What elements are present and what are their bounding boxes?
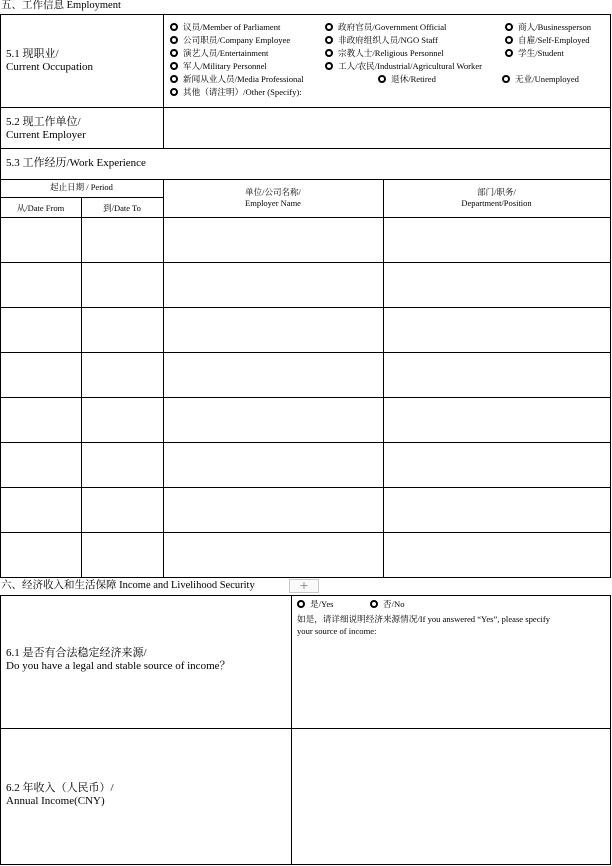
radio-button[interactable]: [325, 36, 333, 44]
annual-income-label-cn: 6.2 年收入（人民币）/: [6, 782, 114, 794]
option-label: 演艺人员/Entertainment: [183, 48, 269, 58]
date-from-cell[interactable]: [1, 443, 81, 487]
department-position-cell[interactable]: [384, 263, 610, 307]
option-label: 是/Yes: [310, 599, 334, 609]
department-position-cell[interactable]: [384, 353, 610, 397]
option-no[interactable]: [370, 599, 405, 610]
employer-name-cell[interactable]: [164, 488, 383, 532]
option-label: 否/No: [383, 599, 405, 609]
annual-income-label-en: Annual Income(CNY): [6, 795, 105, 807]
date-from-cell[interactable]: [1, 398, 81, 442]
date-to-cell[interactable]: [82, 443, 163, 487]
income-source-label-en: Do you have a legal and stable source of income？: [6, 660, 231, 672]
date-to-cell[interactable]: [82, 263, 163, 307]
section-5-title: 五、工作信息 Employment: [1, 0, 121, 11]
option-unemployed[interactable]: [502, 74, 579, 85]
employer-name-cell[interactable]: [164, 443, 383, 487]
option-industrial-agricultural-worker[interactable]: [325, 61, 482, 72]
option-label: 非政府组织人员/NGO Staff: [338, 35, 438, 45]
option-label: 退休/Retired: [391, 74, 436, 84]
option-self-employed[interactable]: [505, 35, 590, 46]
table-border: [0, 595, 1, 865]
date-from-cell[interactable]: [1, 308, 81, 352]
annual-income-field[interactable]: [292, 729, 610, 864]
income-source-field[interactable]: [292, 640, 610, 727]
option-religious-personnel[interactable]: [325, 48, 444, 59]
department-header-en: Department/Position: [461, 198, 532, 208]
employer-name-cell[interactable]: [164, 218, 383, 262]
date-to-header: 到/Date To: [103, 203, 141, 213]
date-to-cell[interactable]: [82, 533, 163, 577]
radio-button[interactable]: [505, 36, 513, 44]
current-employer-field[interactable]: [164, 108, 610, 148]
date-to-cell[interactable]: [82, 218, 163, 262]
section-6-title: 六、经济收入和生活保障 Income and Livelihood Security: [1, 580, 255, 591]
income-source-note: [297, 613, 550, 637]
date-from-cell[interactable]: [1, 533, 81, 577]
employer-name-header-cn: 单位/公司名称/: [245, 187, 301, 197]
occupation-label-cn: 5.1 现职业/: [6, 48, 59, 60]
option-label: 商人/Businessperson: [518, 22, 592, 32]
employer-name-header-en: Employer Name: [245, 198, 301, 208]
income-source-label-cn: 6.1 是否有合法稳定经济来源/: [6, 647, 147, 659]
date-from-header: 从/Date From: [16, 203, 65, 213]
date-from-cell[interactable]: [1, 263, 81, 307]
option-media-professional[interactable]: [170, 74, 304, 85]
table-border: [0, 148, 611, 149]
income-source-note-line: your source of income:: [297, 626, 377, 636]
department-position-cell[interactable]: [384, 218, 610, 262]
table-border: [0, 14, 611, 15]
option-student[interactable]: [505, 48, 564, 59]
income-source-label: [6, 647, 231, 673]
option-member-of-parliament[interactable]: [170, 22, 280, 33]
option-label: 工人/农民/Industrial/Agricultural Worker: [338, 61, 483, 71]
date-from-cell[interactable]: [1, 218, 81, 262]
date-to-cell[interactable]: [82, 353, 163, 397]
employer-name-header: [163, 187, 383, 209]
option-retired[interactable]: [378, 74, 436, 85]
option-label: 新闻从业人员/Media Professional: [183, 74, 304, 84]
option-label: 其他（请注明）/Other (Specify):: [183, 87, 302, 97]
option-label: 宗教人士/Religious Personnel: [338, 48, 444, 58]
option-company-employee[interactable]: [170, 35, 290, 46]
radio-button[interactable]: [502, 75, 510, 83]
table-border: [0, 595, 611, 596]
option-label: 无业/Unemployed: [515, 74, 579, 84]
radio-button[interactable]: [505, 49, 513, 57]
radio-button[interactable]: [325, 62, 333, 70]
option-entertainment[interactable]: [170, 48, 268, 59]
employer-name-cell[interactable]: [164, 308, 383, 352]
option-label: 政府官员/Government Official: [338, 22, 447, 32]
employer-label-cn: 5.2 现工作单位/: [6, 116, 81, 128]
option-label: 学生/Student: [518, 48, 564, 58]
option-government-official[interactable]: [325, 22, 446, 33]
period-header: 起止日期 / Period: [50, 182, 113, 192]
radio-button[interactable]: [170, 36, 178, 44]
radio-button[interactable]: [170, 62, 178, 70]
date-to-cell[interactable]: [82, 398, 163, 442]
employer-name-cell[interactable]: [164, 398, 383, 442]
annual-income-label: [6, 782, 114, 808]
radio-button[interactable]: [505, 23, 513, 31]
occupation-label: [6, 48, 93, 74]
department-position-cell[interactable]: [384, 533, 610, 577]
current-employer-label: [6, 116, 86, 142]
option-label: 军人/Military Personnel: [183, 61, 267, 71]
option-military-personnel[interactable]: [170, 61, 267, 72]
radio-button[interactable]: [170, 88, 178, 96]
option-yes[interactable]: [297, 599, 334, 610]
employer-label-en: Current Employer: [6, 129, 86, 141]
option-label: 议员/Member of Parliament: [183, 22, 281, 32]
date-to-cell[interactable]: [82, 488, 163, 532]
occupation-label-en: Current Occupation: [6, 61, 94, 73]
date-from-cell[interactable]: [1, 488, 81, 532]
employer-name-cell[interactable]: [164, 533, 383, 577]
radio-button[interactable]: [297, 600, 305, 608]
department-position-header: [383, 187, 610, 209]
table-border: [0, 864, 611, 865]
department-position-cell[interactable]: [384, 398, 610, 442]
radio-button[interactable]: [170, 75, 178, 83]
department-position-cell[interactable]: [384, 488, 610, 532]
option-label: 自雇/Self-Employed: [518, 35, 590, 45]
radio-button[interactable]: [170, 23, 178, 31]
table-border: [0, 179, 611, 180]
work-experience-title: 5.3 工作经历/Work Experience: [6, 157, 146, 169]
table-border: [0, 577, 611, 578]
date-from-cell[interactable]: [1, 353, 81, 397]
option-businessperson[interactable]: [505, 22, 591, 33]
option-label: 公司职员/Company Employee: [183, 35, 291, 45]
table-border: [610, 595, 611, 865]
employer-name-cell[interactable]: [164, 353, 383, 397]
radio-button[interactable]: [370, 600, 378, 608]
add-button[interactable]: +: [289, 579, 319, 593]
date-to-cell[interactable]: [82, 308, 163, 352]
option-ngo-staff[interactable]: [325, 35, 438, 46]
department-position-cell[interactable]: [384, 308, 610, 352]
department-position-cell[interactable]: [384, 443, 610, 487]
income-source-note-line: 如是，请详细说明经济来源情况/If you answered “Yes”, please specify: [297, 614, 551, 624]
option-other-specify[interactable]: [170, 87, 302, 98]
radio-button[interactable]: [325, 49, 333, 57]
department-header-cn: 部门/职务/: [477, 187, 516, 197]
employer-name-cell[interactable]: [164, 263, 383, 307]
table-border: [610, 14, 611, 577]
radio-button[interactable]: [325, 23, 333, 31]
radio-button[interactable]: [378, 75, 386, 83]
radio-button[interactable]: [170, 49, 178, 57]
